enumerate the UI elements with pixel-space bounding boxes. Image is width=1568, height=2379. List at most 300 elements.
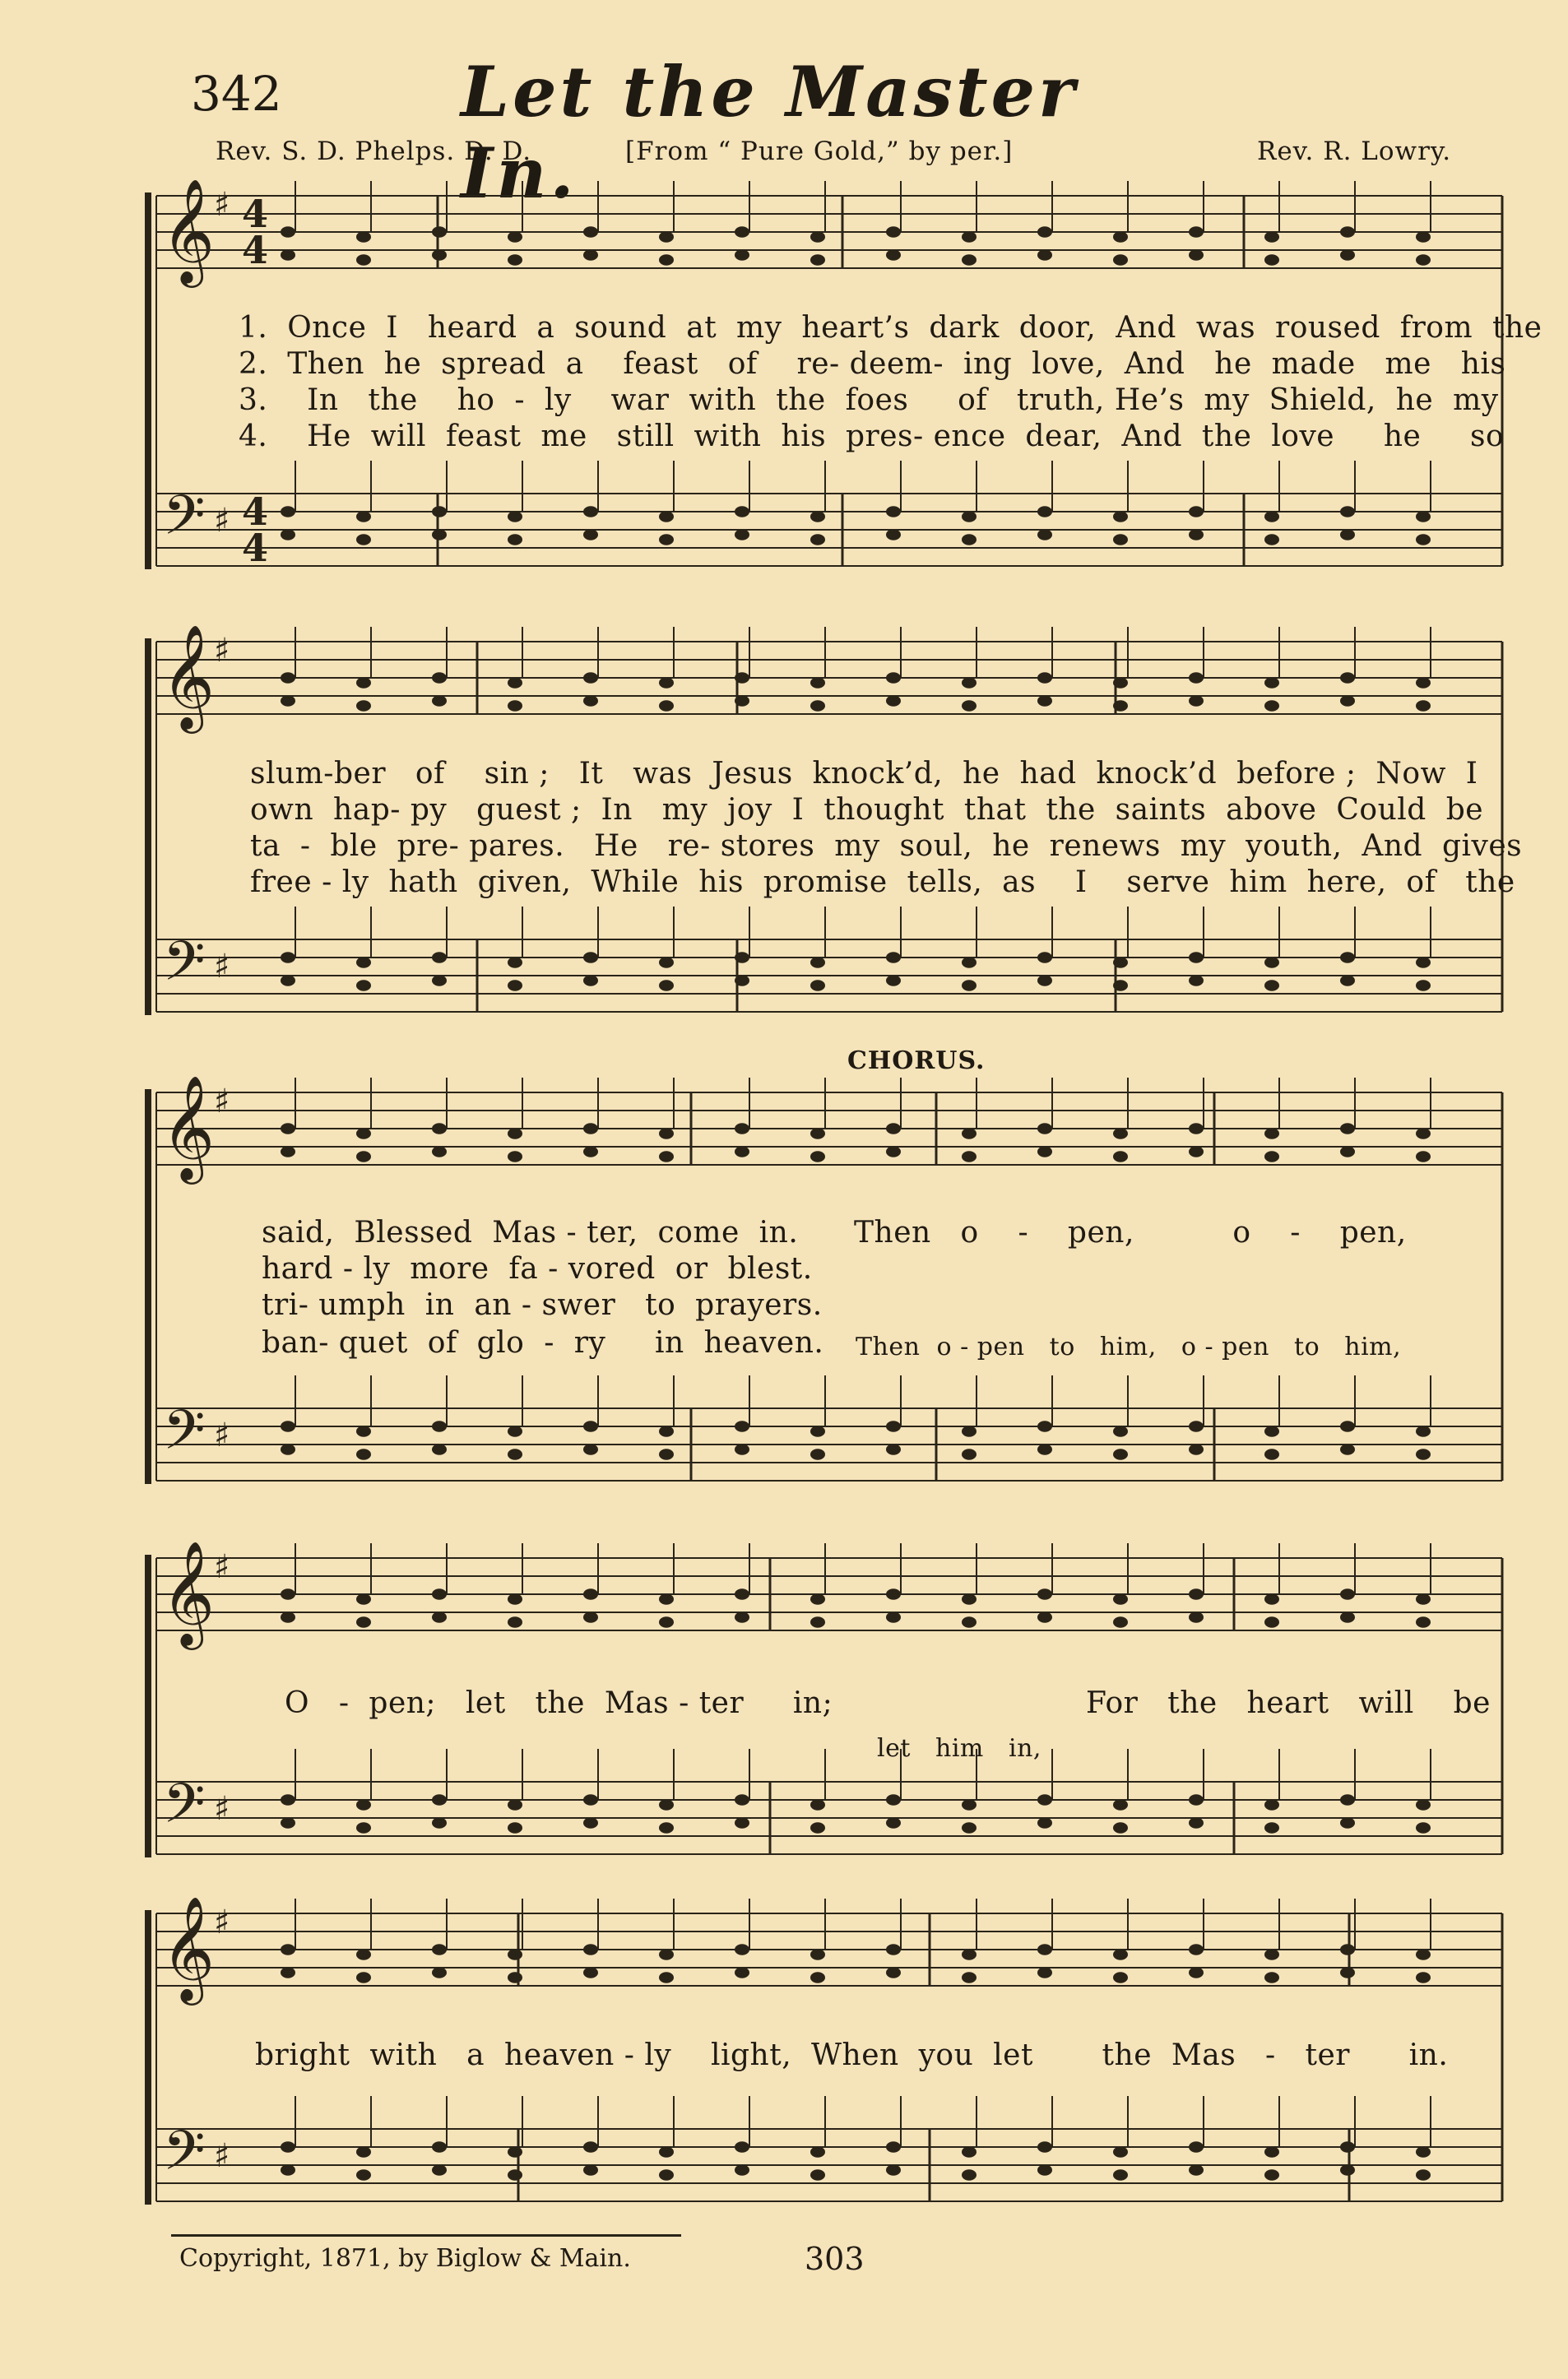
notehead — [735, 1146, 749, 1157]
notehead — [1416, 231, 1431, 243]
notehead — [583, 695, 598, 707]
notehead — [1340, 1794, 1355, 1806]
notehead — [1264, 1972, 1279, 1983]
notehead — [1113, 1616, 1128, 1628]
hymn-title: Let the Master In. — [461, 51, 1079, 214]
notehead — [1264, 1426, 1279, 1437]
notehead — [659, 231, 674, 243]
notehead — [583, 529, 598, 540]
page-number: 303 — [805, 2241, 865, 2277]
key-signature-sharp: ♯ — [214, 2137, 230, 2175]
notehead — [356, 231, 371, 243]
notehead — [962, 534, 977, 545]
notehead — [886, 226, 901, 238]
notehead — [1037, 249, 1052, 261]
notehead — [659, 1799, 674, 1811]
notehead — [1037, 226, 1052, 238]
notehead — [508, 2146, 522, 2158]
notehead — [1264, 957, 1279, 968]
notehead — [886, 1123, 901, 1134]
notehead — [810, 677, 825, 689]
notehead — [583, 1444, 598, 1455]
notehead — [962, 2146, 977, 2158]
notehead — [1340, 1444, 1355, 1455]
notehead — [583, 249, 598, 261]
verse-line: free - ly hath given, While his promise tells, as I serve him here, of the — [250, 865, 1515, 899]
notehead — [583, 506, 598, 517]
notehead — [583, 226, 598, 238]
notehead — [1113, 1972, 1128, 1983]
notehead — [810, 1593, 825, 1605]
notehead — [962, 254, 977, 266]
notehead — [962, 957, 977, 968]
notehead — [886, 672, 901, 684]
notehead — [1113, 677, 1128, 689]
notehead — [1189, 2141, 1204, 2153]
notehead — [1340, 1588, 1355, 1600]
notehead — [659, 700, 674, 712]
notehead — [432, 1794, 447, 1806]
notehead — [281, 1123, 295, 1134]
chorus-line: bright with a heaven - ly light, When you let the Mas - ter in. — [255, 2038, 1449, 2072]
notehead — [659, 1426, 674, 1437]
notehead — [886, 506, 901, 517]
notehead — [962, 700, 977, 712]
notehead — [886, 1967, 901, 1978]
notehead — [583, 2141, 598, 2153]
key-signature-sharp: ♯ — [214, 1083, 230, 1120]
notehead — [659, 1151, 674, 1162]
treble-clef: 𝄞 — [161, 178, 216, 283]
notehead — [1264, 231, 1279, 243]
notehead — [1416, 2146, 1431, 2158]
notehead — [1416, 511, 1431, 522]
bass-clef: 𝄢 — [163, 484, 206, 560]
notehead — [886, 1444, 901, 1455]
notehead — [735, 952, 749, 963]
notehead — [810, 511, 825, 522]
notehead — [962, 1449, 977, 1460]
notehead — [1340, 2141, 1355, 2153]
notehead — [1189, 1794, 1204, 1806]
notehead — [356, 980, 371, 991]
notehead — [1416, 957, 1431, 968]
notehead — [1416, 1799, 1431, 1811]
notehead — [1037, 1794, 1052, 1806]
notehead — [1340, 249, 1355, 261]
notehead — [281, 1588, 295, 1600]
notehead — [1113, 231, 1128, 243]
notehead — [659, 254, 674, 266]
notehead — [508, 254, 522, 266]
key-signature-sharp: ♯ — [214, 1904, 230, 1941]
notehead — [1264, 534, 1279, 545]
notehead — [659, 957, 674, 968]
notehead — [508, 534, 522, 545]
copyright-notice: Copyright, 1871, by Biglow & Main. — [179, 2244, 631, 2273]
notehead — [508, 1449, 522, 1460]
notehead — [356, 1151, 371, 1162]
notehead — [281, 1817, 295, 1829]
notehead — [281, 1421, 295, 1432]
notehead — [1113, 534, 1128, 545]
notehead — [735, 975, 749, 986]
notehead — [962, 1949, 977, 1960]
notehead — [432, 975, 447, 986]
notehead — [962, 980, 977, 991]
notehead — [356, 1822, 371, 1834]
notehead — [281, 2164, 295, 2176]
verse-line: hard - ly more fa - vored or blest. — [262, 1252, 813, 1286]
notehead — [583, 1944, 598, 1955]
chorus-line: Then o - pen, o - pen, — [854, 1216, 1407, 1250]
hymn-number: 342 — [191, 66, 282, 122]
notehead — [810, 534, 825, 545]
author-credit: Rev. S. D. Phelps. D. D. — [216, 137, 532, 166]
notehead — [1416, 677, 1431, 689]
notehead — [1189, 1612, 1204, 1623]
notehead — [508, 1128, 522, 1139]
notehead — [432, 1944, 447, 1955]
notehead — [583, 1794, 598, 1806]
notehead — [1264, 1128, 1279, 1139]
notehead — [1416, 1593, 1431, 1605]
notehead — [432, 2164, 447, 2176]
notehead — [432, 1146, 447, 1157]
notehead — [281, 1612, 295, 1623]
notehead — [962, 1616, 977, 1628]
notehead — [432, 1817, 447, 1829]
notehead — [356, 1799, 371, 1811]
notehead — [356, 1616, 371, 1628]
verse-line: 1. Once I heard a sound at my heart’s dark door, And was roused from the — [239, 311, 1542, 345]
notehead — [1416, 1449, 1431, 1460]
time-signature: 4 — [242, 489, 269, 534]
verse-line: 4. He will feast me still with his pres- ence dear, And the love he so — [239, 420, 1505, 453]
notehead — [1264, 511, 1279, 522]
notehead — [1189, 1444, 1204, 1455]
chorus-bass-line: let him in, — [877, 1734, 1041, 1763]
notehead — [356, 677, 371, 689]
notehead — [508, 1972, 522, 1983]
notehead — [356, 1128, 371, 1139]
notehead — [508, 1616, 522, 1628]
notehead — [1113, 1151, 1128, 1162]
notehead — [508, 980, 522, 991]
time-signature: 4 — [242, 228, 269, 272]
notehead — [583, 952, 598, 963]
notehead — [432, 1123, 447, 1134]
notehead — [281, 1146, 295, 1157]
notehead — [735, 1421, 749, 1432]
notehead — [1113, 700, 1128, 712]
notehead — [583, 1421, 598, 1432]
notehead — [1189, 672, 1204, 684]
verse-line: said, Blessed Mas - ter, come in. — [262, 1216, 799, 1250]
notehead — [1189, 1817, 1204, 1829]
notehead — [1340, 1817, 1355, 1829]
notehead — [508, 231, 522, 243]
notehead — [962, 1128, 977, 1139]
notehead — [1264, 1822, 1279, 1834]
notehead — [583, 975, 598, 986]
notehead — [1113, 1949, 1128, 1960]
notehead — [1189, 1967, 1204, 1978]
notehead — [583, 2164, 598, 2176]
notehead — [356, 957, 371, 968]
notehead — [432, 1444, 447, 1455]
notehead — [1416, 1822, 1431, 1834]
key-signature-sharp: ♯ — [214, 948, 230, 985]
notehead — [432, 695, 447, 707]
notehead — [735, 1444, 749, 1455]
notehead — [356, 1949, 371, 1960]
notehead — [1037, 1817, 1052, 1829]
key-signature-sharp: ♯ — [214, 1790, 230, 1828]
notehead — [810, 2146, 825, 2158]
notehead — [508, 700, 522, 712]
notehead — [886, 975, 901, 986]
notehead — [659, 980, 674, 991]
notehead — [508, 677, 522, 689]
notehead — [1113, 1593, 1128, 1605]
verse-line: ta - ble pre- pares. He re- stores my soul, he renews my youth, And gives — [250, 829, 1523, 863]
notehead — [962, 677, 977, 689]
notehead — [810, 1449, 825, 1460]
notehead — [810, 1799, 825, 1811]
source-credit: [From “ Pure Gold,” by per.] — [625, 137, 1014, 166]
notehead — [1340, 529, 1355, 540]
notehead — [432, 529, 447, 540]
notehead — [1113, 980, 1128, 991]
notehead — [1340, 1146, 1355, 1157]
notehead — [1189, 952, 1204, 963]
notehead — [281, 1444, 295, 1455]
notehead — [1264, 677, 1279, 689]
notehead — [1340, 952, 1355, 963]
notehead — [735, 249, 749, 261]
notehead — [810, 980, 825, 991]
notehead — [810, 2169, 825, 2181]
treble-clef: 𝄞 — [161, 624, 216, 729]
notehead — [886, 1421, 901, 1432]
notehead — [432, 249, 447, 261]
notehead — [508, 2169, 522, 2181]
chorus-bass-line: Then o - pen to him, o - pen to him, — [856, 1333, 1402, 1361]
notehead — [1340, 1612, 1355, 1623]
notehead — [886, 695, 901, 707]
notehead — [1113, 2146, 1128, 2158]
notehead — [508, 1799, 522, 1811]
notehead — [886, 529, 901, 540]
notehead — [1037, 695, 1052, 707]
notehead — [735, 1794, 749, 1806]
notehead — [659, 1972, 674, 1983]
notehead — [432, 672, 447, 684]
notehead — [962, 1972, 977, 1983]
notehead — [583, 672, 598, 684]
notehead — [508, 1949, 522, 1960]
notehead — [432, 1421, 447, 1432]
notehead — [1037, 1612, 1052, 1623]
notehead — [962, 1151, 977, 1162]
bass-clef: 𝄢 — [163, 1772, 206, 1848]
verse-line: 2. Then he spread a feast of re- deem- ing love, And he made me his — [239, 347, 1506, 381]
notehead — [659, 534, 674, 545]
notehead — [1113, 254, 1128, 266]
notehead — [735, 1612, 749, 1623]
notehead — [281, 1944, 295, 1955]
notehead — [281, 952, 295, 963]
notehead — [1416, 1972, 1431, 1983]
notehead — [962, 231, 977, 243]
notehead — [735, 672, 749, 684]
chorus-line: For the heart will be — [1086, 1686, 1491, 1720]
notehead — [1416, 1128, 1431, 1139]
notehead — [1037, 1421, 1052, 1432]
notehead — [659, 1128, 674, 1139]
verse-line: ban- quet of glo - ry in heaven. — [262, 1326, 824, 1360]
notehead — [1416, 1151, 1431, 1162]
notehead — [1264, 2146, 1279, 2158]
treble-clef: 𝄞 — [161, 1074, 216, 1180]
notehead — [583, 1612, 598, 1623]
notehead — [281, 529, 295, 540]
notehead — [735, 226, 749, 238]
notehead — [962, 1593, 977, 1605]
notehead — [508, 1151, 522, 1162]
notehead — [432, 1612, 447, 1623]
notehead — [1416, 1949, 1431, 1960]
notehead — [1037, 1123, 1052, 1134]
chorus-line: O - pen; let the Mas - ter in; — [285, 1686, 833, 1720]
notehead — [1037, 506, 1052, 517]
notehead — [1189, 506, 1204, 517]
notehead — [735, 2164, 749, 2176]
notehead — [1264, 1616, 1279, 1628]
notehead — [962, 2169, 977, 2181]
notehead — [1189, 1588, 1204, 1600]
notehead — [1113, 1426, 1128, 1437]
treble-clef: 𝄞 — [161, 1895, 216, 2001]
notehead — [735, 506, 749, 517]
notehead — [281, 249, 295, 261]
notehead — [583, 1146, 598, 1157]
notehead — [508, 1426, 522, 1437]
notehead — [1037, 2141, 1052, 2153]
notehead — [735, 1944, 749, 1955]
notehead — [1037, 2164, 1052, 2176]
bass-clef: 𝄢 — [163, 930, 206, 1006]
notehead — [1264, 1449, 1279, 1460]
notehead — [1189, 1421, 1204, 1432]
notehead — [886, 1817, 901, 1829]
notehead — [1416, 534, 1431, 545]
notehead — [1189, 529, 1204, 540]
notehead — [962, 1799, 977, 1811]
notehead — [810, 1616, 825, 1628]
notehead — [810, 1949, 825, 1960]
notehead — [1037, 975, 1052, 986]
notehead — [356, 2146, 371, 2158]
notehead — [1340, 1421, 1355, 1432]
notehead — [1340, 2164, 1355, 2176]
notehead — [1037, 672, 1052, 684]
notehead — [886, 1588, 901, 1600]
notehead — [886, 1146, 901, 1157]
notehead — [356, 254, 371, 266]
notehead — [735, 2141, 749, 2153]
notehead — [810, 957, 825, 968]
notehead — [810, 700, 825, 712]
composer-credit: Rev. R. Lowry. — [1257, 137, 1452, 166]
notehead — [659, 1449, 674, 1460]
notehead — [508, 1593, 522, 1605]
notehead — [886, 1612, 901, 1623]
notehead — [1037, 1444, 1052, 1455]
key-signature-sharp: ♯ — [214, 502, 230, 540]
notehead — [659, 677, 674, 689]
notehead — [1113, 2169, 1128, 2181]
notehead — [810, 1822, 825, 1834]
notehead — [1340, 975, 1355, 986]
notehead — [810, 254, 825, 266]
notehead — [659, 1593, 674, 1605]
notehead — [886, 952, 901, 963]
notehead — [356, 700, 371, 712]
verse-line: tri- umph in an - swer to prayers. — [262, 1288, 823, 1322]
notehead — [356, 1972, 371, 1983]
notehead — [432, 226, 447, 238]
notehead — [735, 1967, 749, 1978]
notehead — [356, 511, 371, 522]
notehead — [1416, 700, 1431, 712]
notehead — [659, 1616, 674, 1628]
notehead — [659, 2146, 674, 2158]
treble-clef: 𝄞 — [161, 1540, 216, 1645]
notehead — [1264, 1593, 1279, 1605]
notehead — [281, 226, 295, 238]
notehead — [508, 957, 522, 968]
key-signature-sharp: ♯ — [214, 1548, 230, 1586]
notehead — [1189, 249, 1204, 261]
notehead — [1113, 1449, 1128, 1460]
notehead — [1340, 1967, 1355, 1978]
verse-line: own hap- py guest ; In my joy I thought that the saints above Could be — [250, 793, 1484, 827]
notehead — [1037, 1588, 1052, 1600]
notehead — [432, 2141, 447, 2153]
notehead — [1264, 254, 1279, 266]
key-signature-sharp: ♯ — [214, 632, 230, 670]
verse-line: 3. In the ho - ly war with the foes of truth, He’s my Shield, he my — [239, 383, 1499, 417]
notehead — [356, 2169, 371, 2181]
notehead — [583, 1967, 598, 1978]
notehead — [1189, 975, 1204, 986]
verse-line: slum-ber of sin ; It was Jesus knock’d, he had knock’d before ; Now I — [250, 757, 1478, 791]
bass-clef: 𝄢 — [163, 2119, 206, 2196]
notehead — [508, 511, 522, 522]
notehead — [1416, 254, 1431, 266]
notehead — [1189, 1146, 1204, 1157]
notehead — [735, 529, 749, 540]
notehead — [1189, 226, 1204, 238]
notehead — [1189, 2164, 1204, 2176]
key-signature-sharp: ♯ — [214, 186, 230, 224]
notehead — [659, 511, 674, 522]
notehead — [1037, 1967, 1052, 1978]
notehead — [1264, 1949, 1279, 1960]
notehead — [962, 511, 977, 522]
